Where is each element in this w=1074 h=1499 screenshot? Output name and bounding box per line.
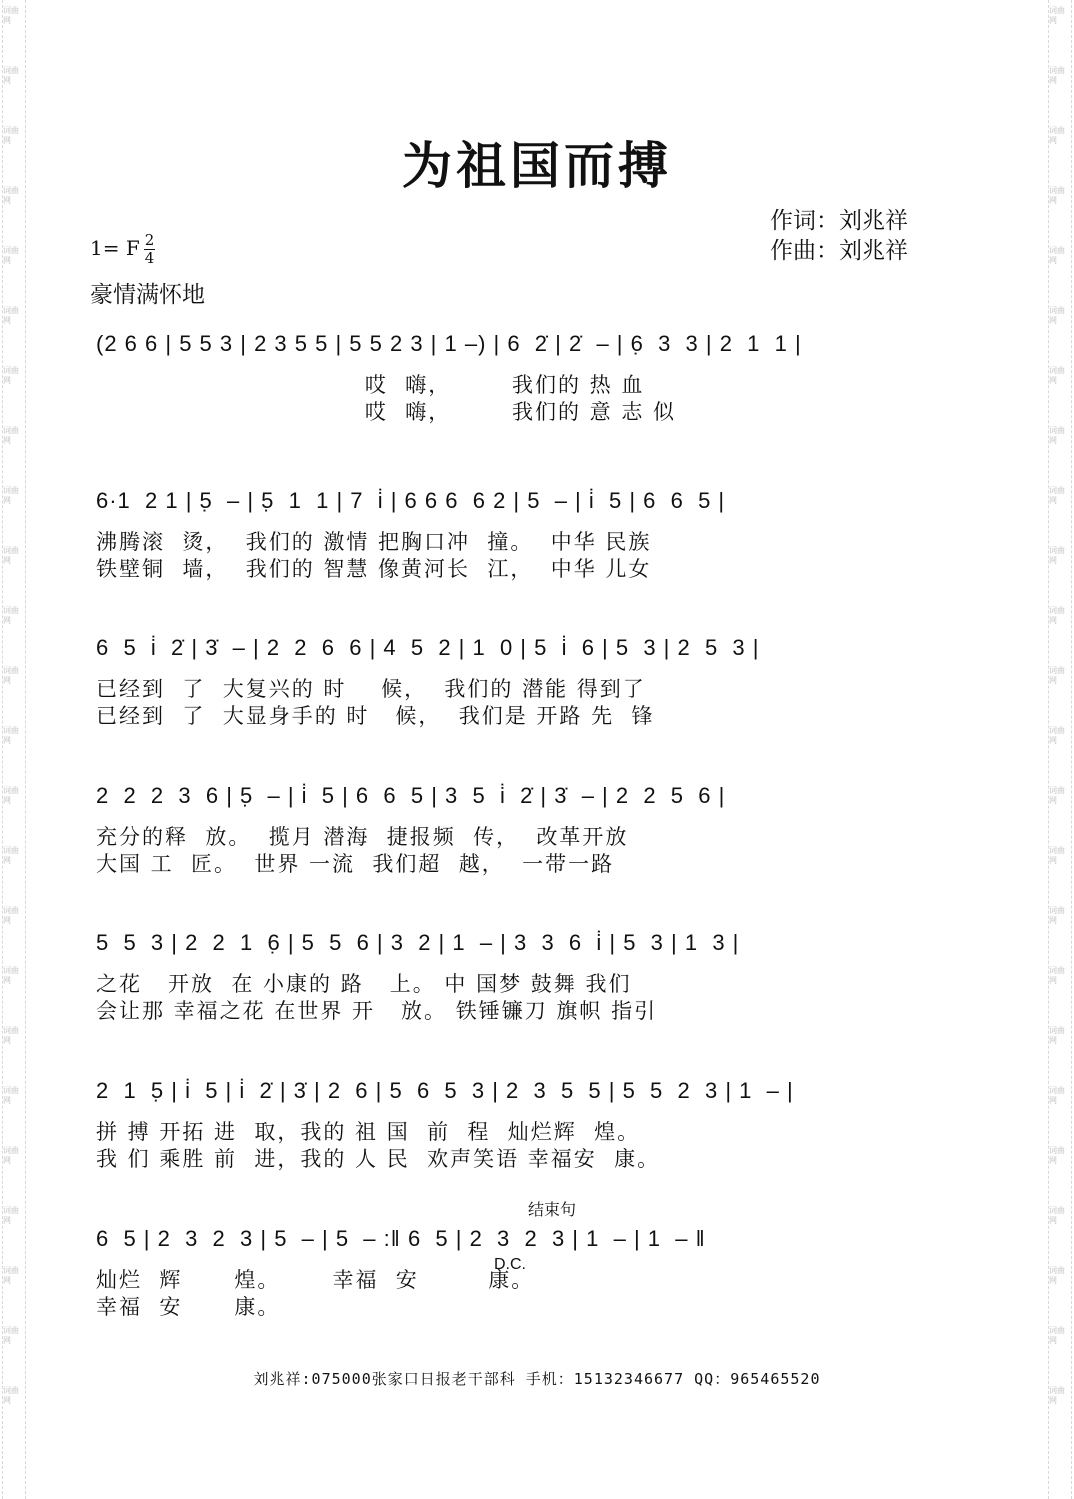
lyrics-block (96, 1119, 938, 1173)
lyrics-block (96, 529, 938, 583)
watermark-text: 词曲网 (3, 966, 19, 985)
lyrics-verse-2: 大国 工 匠。 世界 一流 我们超 越， 一带一路 (96, 852, 615, 876)
watermark-text: 词曲网 (1049, 1326, 1065, 1345)
watermark-text: 词曲网 (3, 666, 19, 685)
score-system-4 (96, 776, 938, 878)
watermark-text: 词曲网 (1049, 966, 1065, 985)
notation-line: 6 5 i̇ 2̇ | 3̇ – | 2 2 6 6 | 4 5 2 | 1 0 | 5 i̇ 6 | 5 3 | 2 5 3 | (96, 635, 760, 660)
lyrics-verse-1: 哎 嗨， 我们的 热 血 (96, 373, 645, 397)
left-watermark-strip (2, 0, 26, 1499)
watermark-text: 词曲网 (1049, 546, 1065, 565)
lyrics-verse-1: 充分的释 放。 揽月 潜海 捷报频 传， 改革开放 (96, 825, 629, 849)
watermark-text: 词曲网 (3, 606, 19, 625)
watermark-text: 词曲网 (3, 1386, 19, 1405)
lyrics-block (96, 1267, 938, 1321)
notation-line: (2 6 6 | 5 5 3 | 2 3 5 5 | 5 5 2 3 | 1 –) | 6 2̇ | 2̇ – | 6̣ 3 3 | 2 1 1 | (96, 331, 802, 356)
lyrics-verse-2: 幸福 安 康。 (96, 1295, 281, 1319)
lyrics-verse-1: 拼 搏 开拓 进 取，我的 祖 国 前 程 灿烂辉 煌。 (96, 1120, 641, 1144)
score-system-5 (96, 923, 938, 1025)
watermark-text: 词曲网 (1049, 726, 1065, 745)
time-signature (144, 233, 155, 266)
watermark-text: 词曲网 (3, 366, 19, 385)
contact-footer: 刘兆祥:075000张家口日报老干部科 手机：15132346677 QQ：965465520 (253, 1370, 821, 1388)
watermark-text: 词曲网 (3, 1026, 19, 1045)
lyrics-verse-2: 已经到 了 大显身手的 时 候， 我们是 开路 先 锋 (96, 704, 655, 728)
watermark-text: 词曲网 (1049, 126, 1065, 145)
watermark-text: 词曲网 (3, 846, 19, 865)
watermark-text: 词曲网 (3, 1326, 19, 1345)
composer-credit: 作曲：刘兆祥 (770, 238, 908, 264)
watermark-text: 词曲网 (1049, 846, 1065, 865)
watermark-text: 词曲网 (3, 726, 19, 745)
watermark-text: 词曲网 (3, 426, 19, 445)
lyrics-verse-2: 我 们 乘胜 前 进，我的 人 民 欢声笑语 幸福安 康。 (96, 1147, 661, 1171)
notation-line: 6·1 2 1 | 5̣ – | 5̣ 1 1 | 7 i̇ | 6 6 6 6 2 | 5 – | i̇ 5 | 6 6 5 | (96, 488, 726, 513)
watermark-text: 词曲网 (3, 1146, 19, 1165)
watermark-text: 词曲网 (1049, 306, 1065, 325)
watermark-text: 词曲网 (3, 546, 19, 565)
watermark-text: 词曲网 (1049, 1266, 1065, 1285)
watermark-text: 词曲网 (1049, 1146, 1065, 1165)
song-title: 为祖国而搏 (402, 136, 672, 195)
watermark-text: 词曲网 (3, 126, 19, 145)
watermark-text: 词曲网 (3, 246, 19, 265)
key-label: 1= F (90, 236, 140, 260)
key-signature (90, 231, 155, 267)
watermark-text: 词曲网 (3, 186, 19, 205)
score-system-1 (96, 324, 938, 426)
watermark-text: 词曲网 (1049, 246, 1065, 265)
notation-line: 2 2 2 3 6 | 5̣ – | i̇ 5 | 6 6 5 | 3 5 i̇ 2̇ | 3̇ – | 2 2 5 6 | (96, 783, 726, 808)
watermark-text: 词曲网 (3, 66, 19, 85)
score-system-3 (96, 628, 938, 730)
notation-line: 6 5 | 2 3 2 3 | 5 – | 5 – :‖ 6 5 | 2 3 2 3 | 1 – | 1 – ‖ (96, 1226, 706, 1251)
tempo-marking: 豪情满怀地 (90, 282, 205, 308)
credits (770, 206, 908, 266)
watermark-text: 词曲网 (1049, 426, 1065, 445)
score-system-6 (96, 1071, 938, 1173)
watermark-text: 词曲网 (1049, 186, 1065, 205)
lyrics-verse-1: 之花 开放 在 小康的 路 上。 中 国梦 鼓舞 我们 (96, 972, 632, 996)
watermark-text: 词曲网 (3, 486, 19, 505)
watermark-text: 词曲网 (1049, 366, 1065, 385)
watermark-text: 词曲网 (1049, 1026, 1065, 1045)
watermark-text: 词曲网 (3, 786, 19, 805)
watermark-text: 词曲网 (1049, 906, 1065, 925)
dc-marker: D.C. (494, 1256, 526, 1273)
lyrics-block (96, 372, 938, 426)
watermark-text: 词曲网 (1049, 486, 1065, 505)
lyrics-verse-1: 沸腾滚 烫， 我们的 激情 把胸口冲 撞。 中华 民族 (96, 530, 652, 554)
watermark-text: 词曲网 (3, 1266, 19, 1285)
watermark-text: 词曲网 (3, 906, 19, 925)
time-signature-bottom: 4 (144, 249, 155, 267)
notation-line: 2 1 5̣ | i̇ 5 | i̇ 2̇ | 3̇ | 2 6 | 5 6 5 3 | 2 3 5 5 | 5 5 2 3 | 1 – | (96, 1078, 794, 1103)
watermark-text: 词曲网 (1049, 606, 1065, 625)
lyrics-block (96, 971, 938, 1025)
watermark-text: 词曲网 (3, 306, 19, 325)
watermark-text: 词曲网 (3, 6, 19, 25)
watermark-text: 词曲网 (3, 1086, 19, 1105)
lyrics-block (96, 676, 938, 730)
watermark-text: 词曲网 (1049, 6, 1065, 25)
lyrics-verse-2: 会让那 幸福之花 在世界 开 放。 铁锤镰刀 旗帜 指引 (96, 999, 658, 1023)
time-signature-top: 2 (144, 231, 155, 249)
lyrics-verse-2: 哎 嗨， 我们的 意 志 似 (96, 400, 677, 424)
lyrics-verse-1: 已经到 了 大复兴的 时 候， 我们的 潜能 得到了 (96, 677, 646, 701)
lyrics-block (96, 824, 938, 878)
watermark-text: 词曲网 (1049, 1086, 1065, 1105)
notation-line: 5 5 3 | 2 2 1 6̣ | 5 5 6 | 3 2 | 1 – | 3 3 6 i̇ | 5 3 | 1 3 | (96, 930, 740, 955)
watermark-text: 词曲网 (1049, 1206, 1065, 1225)
watermark-text: 词曲网 (1049, 1386, 1065, 1405)
lyrics-verse-1: 灿烂 辉 煌。 幸福 安 康。 (96, 1268, 535, 1292)
lyrics-verse-2: 铁壁铜 墙， 我们的 智慧 像黄河长 江， 中华 儿女 (96, 557, 652, 581)
watermark-text: 词曲网 (1049, 666, 1065, 685)
lyricist-credit: 作词：刘兆祥 (770, 208, 908, 234)
watermark-text: 词曲网 (3, 1206, 19, 1225)
score-system-2 (96, 481, 938, 583)
watermark-text: 词曲网 (1049, 786, 1065, 805)
ending-marker: 结束句 (528, 1202, 577, 1219)
watermark-text: 词曲网 (1049, 66, 1065, 85)
right-watermark-strip (1048, 0, 1072, 1499)
